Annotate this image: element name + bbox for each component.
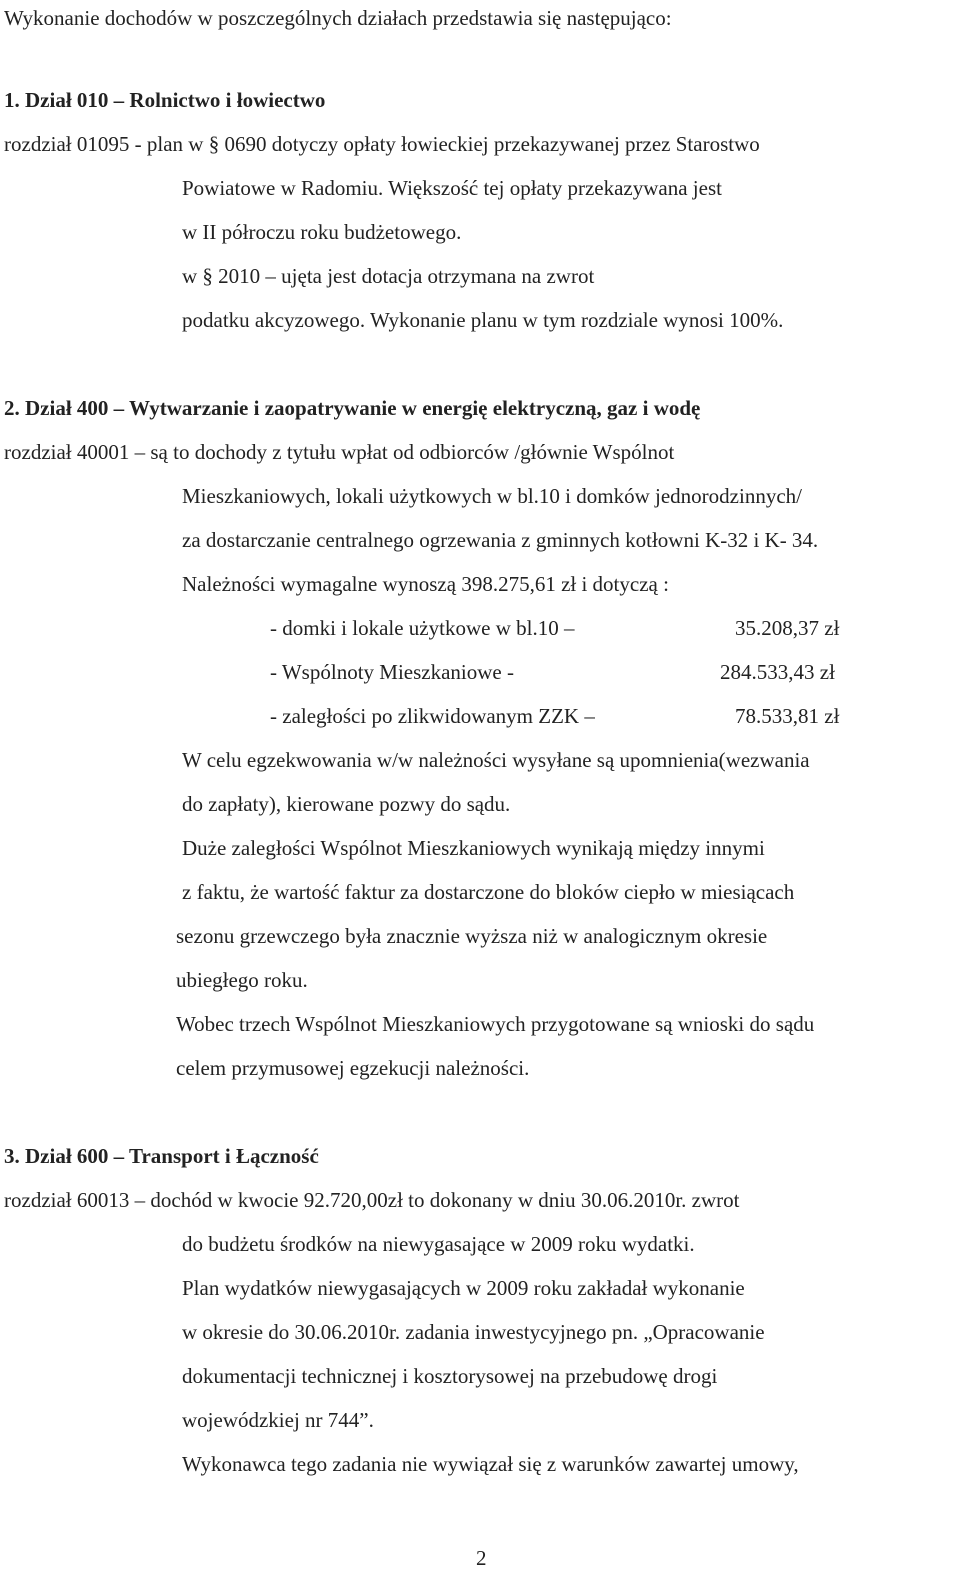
section-1-line: w § 2010 – ujęta jest dotacja otrzymana na zwrot <box>182 264 595 288</box>
section-2-paragraph-line: Duże zaległości Wspólnot Mieszkaniowych wynikają między innymi <box>182 836 765 860</box>
section-2-line: rozdział 40001 – są to dochody z tytułu wpłat od odbiorców /głównie Wspólnot <box>4 440 675 464</box>
section-2-line: Mieszkaniowych, lokali użytkowych w bl.10 i domków jednorodzinnych/ <box>182 484 802 508</box>
section-2-paragraph-line: sezonu grzewczego była znacznie wyższa niż w analogicznym okresie <box>176 924 768 948</box>
section-3-heading: 3. Dział 600 – Transport i Łączność <box>4 1144 319 1168</box>
section-1-line: rozdział 01095 - plan w § 0690 dotyczy opłaty łowieckiej przekazywanej przez Starostwo <box>4 132 760 156</box>
receivable-item-label: - domki i lokale użytkowe w bl.10 – <box>270 616 575 640</box>
page-number: 2 <box>476 1546 487 1570</box>
section-3-line: w okresie do 30.06.2010r. zadania inwestycyjnego pn. „Opracowanie <box>182 1320 765 1344</box>
section-2-line: Należności wymagalne wynoszą 398.275,61 zł i dotyczą : <box>182 572 669 596</box>
section-3-line: rozdział 60013 – dochód w kwocie 92.720,00zł to dokonany w dniu 30.06.2010r. zwrot <box>4 1188 740 1212</box>
section-3-line: Plan wydatków niewygasających w 2009 roku zakładał wykonanie <box>182 1276 745 1300</box>
section-3-line: dokumentacji technicznej i kosztorysowej na przebudowę drogi <box>182 1364 718 1388</box>
receivable-item-label: - Wspólnoty Mieszkaniowe - <box>270 660 514 684</box>
section-2-paragraph-line: ubiegłego roku. <box>176 968 308 992</box>
section-1-line: podatku akcyzowego. Wykonanie planu w tym rozdziale wynosi 100%. <box>182 308 784 332</box>
section-2-line: za dostarczanie centralnego ogrzewania z gminnych kotłowni K-32 i K- 34. <box>182 528 819 552</box>
section-2-paragraph-line: do zapłaty), kierowane pozwy do sądu. <box>182 792 511 816</box>
section-2-paragraph-line: z faktu, że wartość faktur za dostarczone do bloków ciepło w miesiącach <box>182 880 795 904</box>
section-2-paragraph-line: W celu egzekwowania w/w należności wysyłane są upomnienia(wezwania <box>182 748 810 772</box>
section-1-line: Powiatowe w Radomiu. Większość tej opłaty przekazywana jest <box>182 176 722 200</box>
receivable-item-amount: 78.533,81 zł <box>735 704 840 728</box>
section-3-line: do budżetu środków na niewygasające w 2009 roku wydatki. <box>182 1232 695 1256</box>
section-2-heading: 2. Dział 400 – Wytwarzanie i zaopatrywanie w energię elektryczną, gaz i wodę <box>4 396 701 420</box>
section-3-line: Wykonawca tego zadania nie wywiązał się z warunków zawartej umowy, <box>182 1452 799 1476</box>
section-3-line: wojewódzkiej nr 744”. <box>182 1408 374 1432</box>
section-1-line: w II półroczu roku budżetowego. <box>182 220 462 244</box>
receivable-item-amount: 284.533,43 zł <box>720 660 835 684</box>
receivable-item-amount: 35.208,37 zł <box>735 616 840 640</box>
section-2-paragraph-line: celem przymusowej egzekucji należności. <box>176 1056 530 1080</box>
receivable-item-label: - zaległości po zlikwidowanym ZZK – <box>270 704 595 728</box>
intro-text: Wykonanie dochodów w poszczególnych działach przedstawia się następująco: <box>4 6 672 30</box>
section-2-paragraph-line: Wobec trzech Wspólnot Mieszkaniowych przygotowane są wnioski do sądu <box>176 1012 815 1036</box>
section-1-heading: 1. Dział 010 – Rolnictwo i łowiectwo <box>4 88 326 112</box>
